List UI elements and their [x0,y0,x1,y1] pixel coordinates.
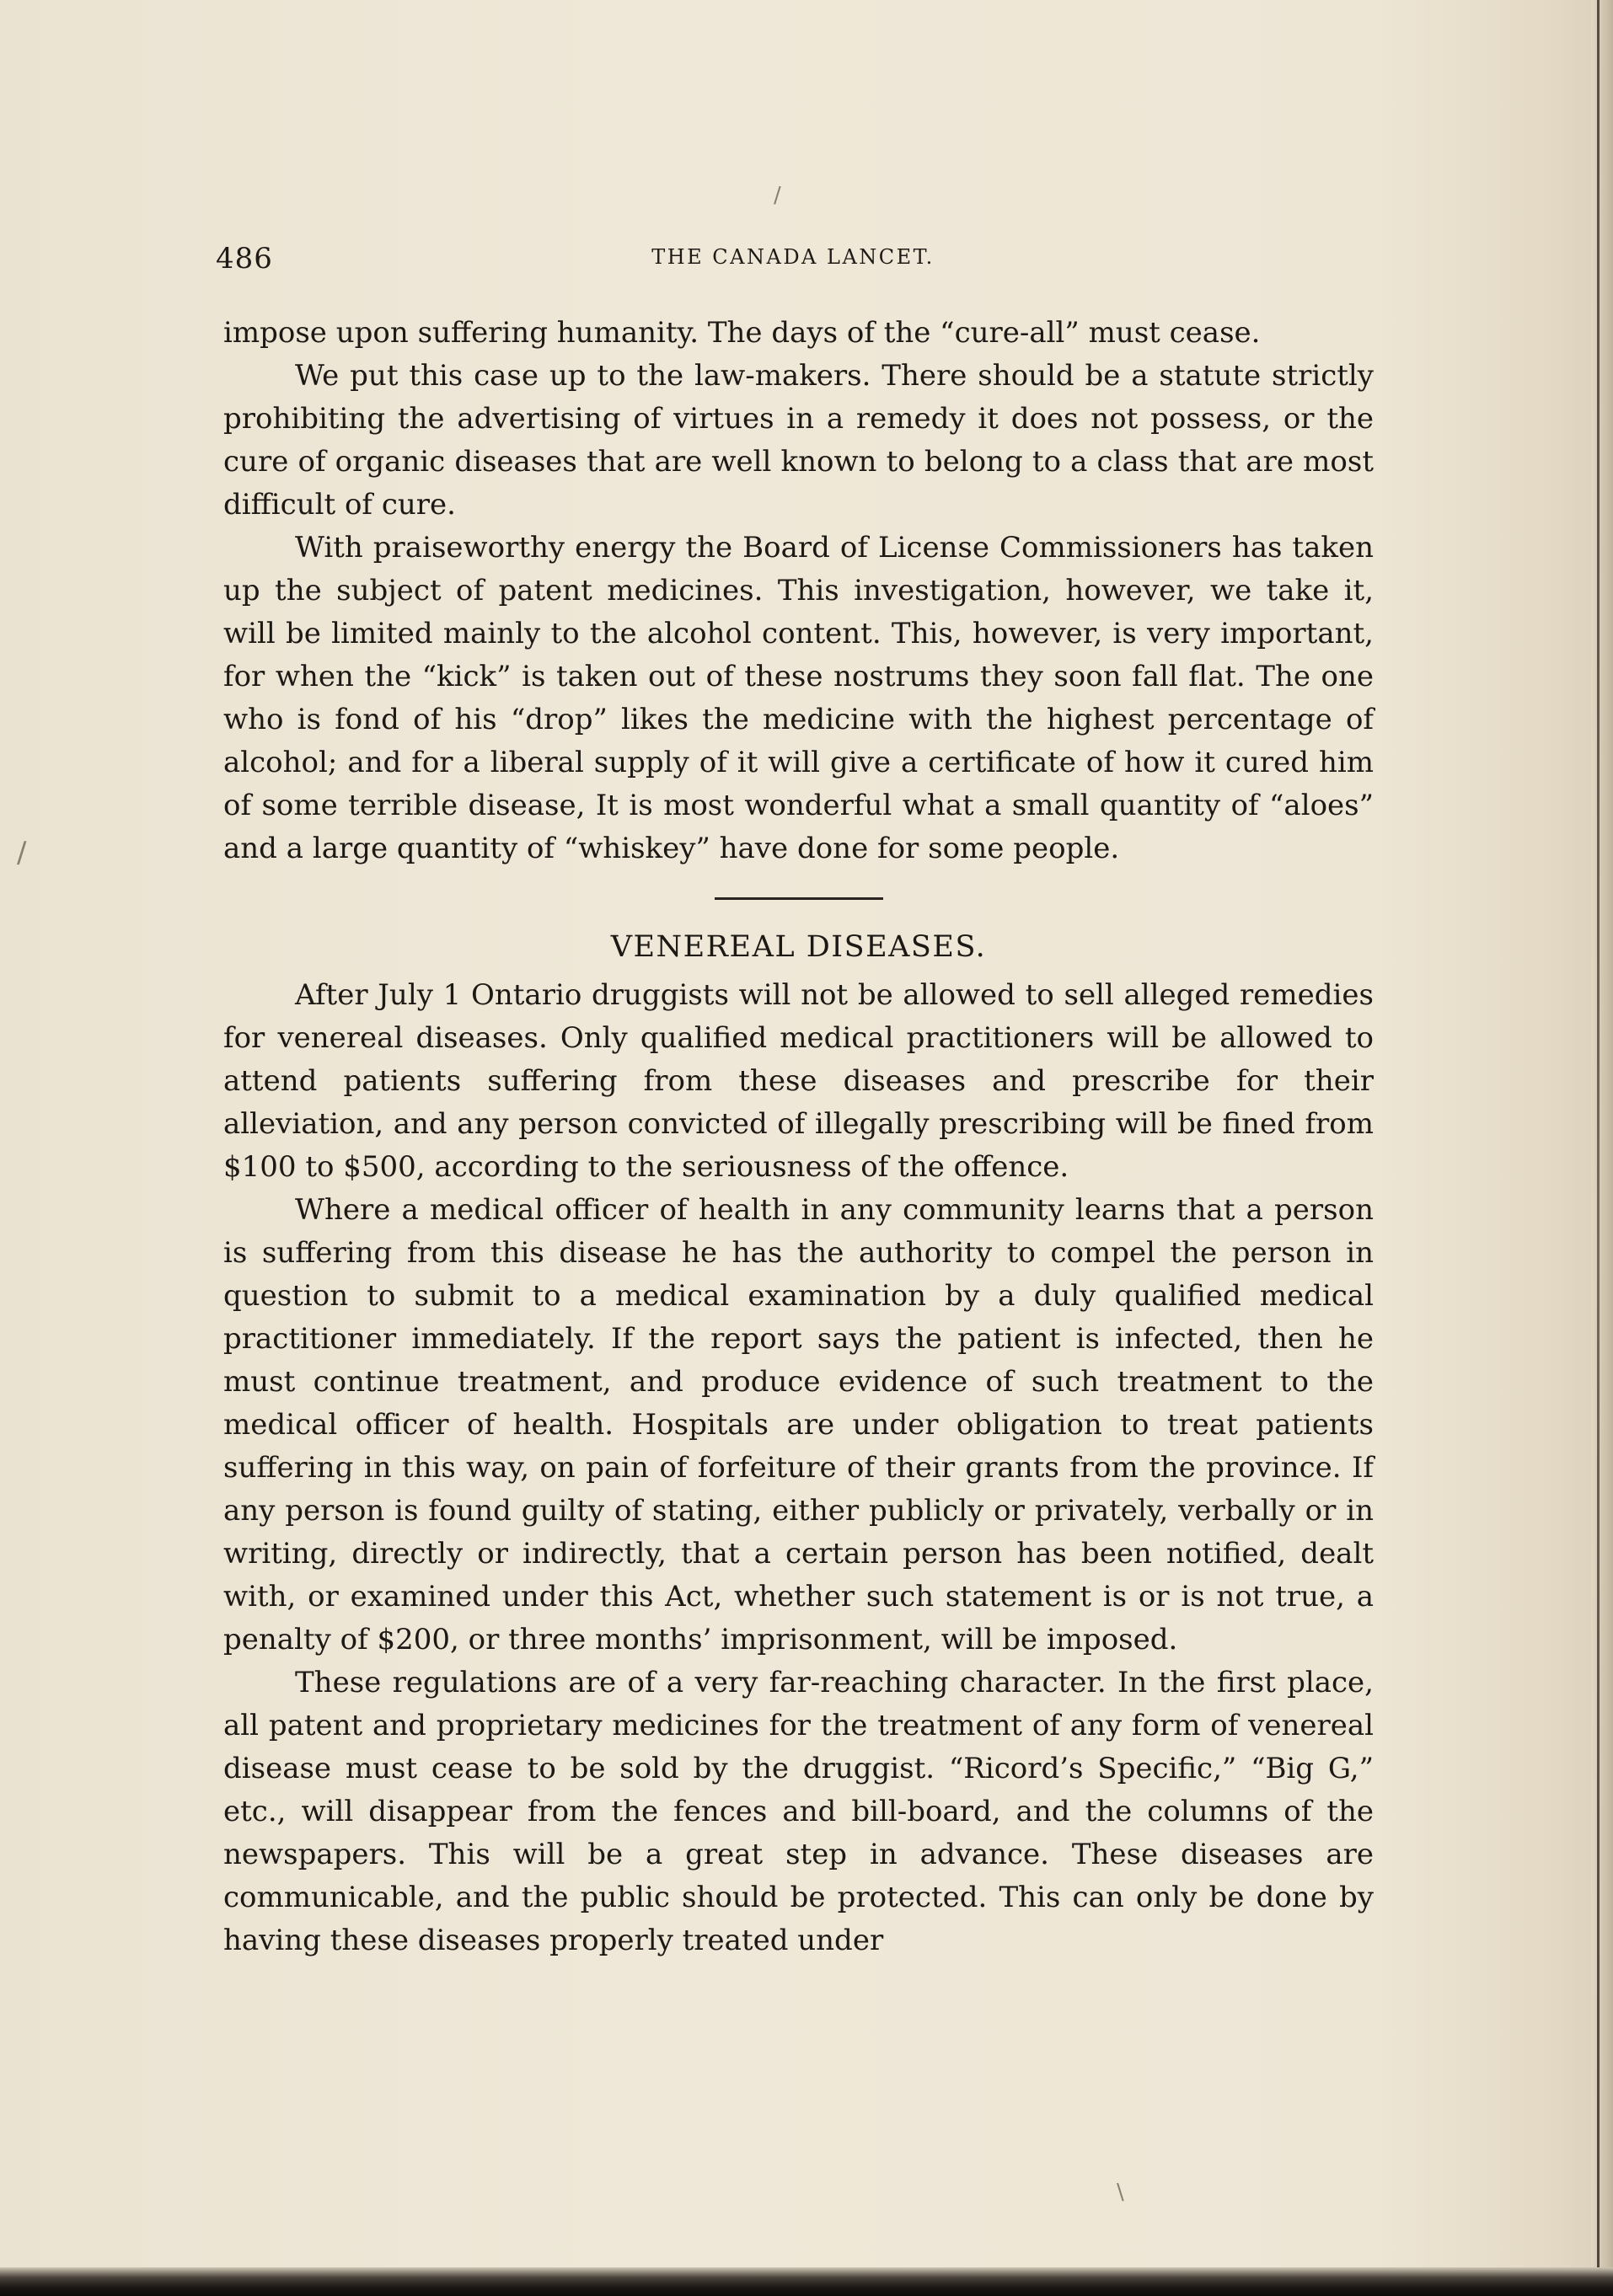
page-body [223,312,1374,1962]
page-binding-edge [1591,0,1613,2296]
paragraph-license-commissioners: With praiseworthy energy the Board of License Commissioners has taken up the subject of patent medicines. This investigation, however, we take it, will be limited mainly to the alcohol content. This, however, is very important, for when the “kick” is taken out of these nostrums they soon fall flat. The one who is fond of his “drop” likes the medicine with the highest percentage of alcohol; and for a liberal supply of it will give a certificate of how it cured him of some terrible disease, It is most wonderful what a small quantity of “aloes” and a large quantity of “whiskey” have done for some people. [223,531,1374,865]
page-number: 486 [216,242,273,276]
section-divider-rule [715,897,883,900]
paragraph-ontario-druggists: After July 1 Ontario druggists will not be allowed to sell alleged remedies for venereal diseases. Only qualified medical practitioners will be allowed to attend patients suffering from these diseases and prescribe for their alleviation, and any person convicted of illegally prescribing will be fined from $100 to $500, according to the seriousness of the offence. [223,978,1374,1184]
paragraph-continuation: impose upon suffering humanity. The days of the “cure-all” must cease. [223,316,1261,350]
page-bottom-edge [0,2267,1613,2296]
page-header [216,242,1370,284]
running-title: THE CANADA LANCET. [651,245,935,269]
bottom-pencil-mark: \ [1117,2180,1124,2205]
top-pencil-mark: ∕ [774,183,781,208]
paragraph-regulations: These regulations are of a very far-reaching character. In the first place, all patent and proprietary medicines for the treatment of any form of venereal disease must cease to be sold by the druggist. “Ricord’s Specific,” “Big G,” etc., will disappear from the fences and bill-board, and the columns of the newspapers. This will be a great step in advance. These diseases are communicable, and the public should be protected. This can only be done by having these diseases properly treated under [223,1666,1374,1957]
left-margin-pencil-mark: ∕ [17,836,27,870]
paragraph-law-makers: We put this case up to the law-makers. There should be a statute strictly prohibiting the advertising of virtues in a remedy it does not possess, or the cure of organic diseases that are well known to belong to a class that are most difficult of cure. [223,359,1374,522]
paragraph-medical-officer: Where a medical officer of health in any community learns that a person is suffering from this disease he has the authority to compel the person in question to submit to a medical examination by a duly qualified medical practitioner immediately. If the report says the patient is infected, then he must continue treatment, and produce evidence of such treatment to the medical officer of health. Hospitals are under obligation to treat patients suffering in this way, on pain of forfeiture of their grants from the province. If any person is found guilty of stating, either publicly or privately, verbally or in writing, directly or indirectly, that a certain person has been notified, dealt with, or examined under this Act, whether such statement is or is not true, a penalty of $200, or three months’ imprisonment, will be imposed. [223,1193,1374,1656]
binding-shadow-line [1597,0,1600,2296]
section-heading: VENEREAL DISEASES. [610,930,987,964]
